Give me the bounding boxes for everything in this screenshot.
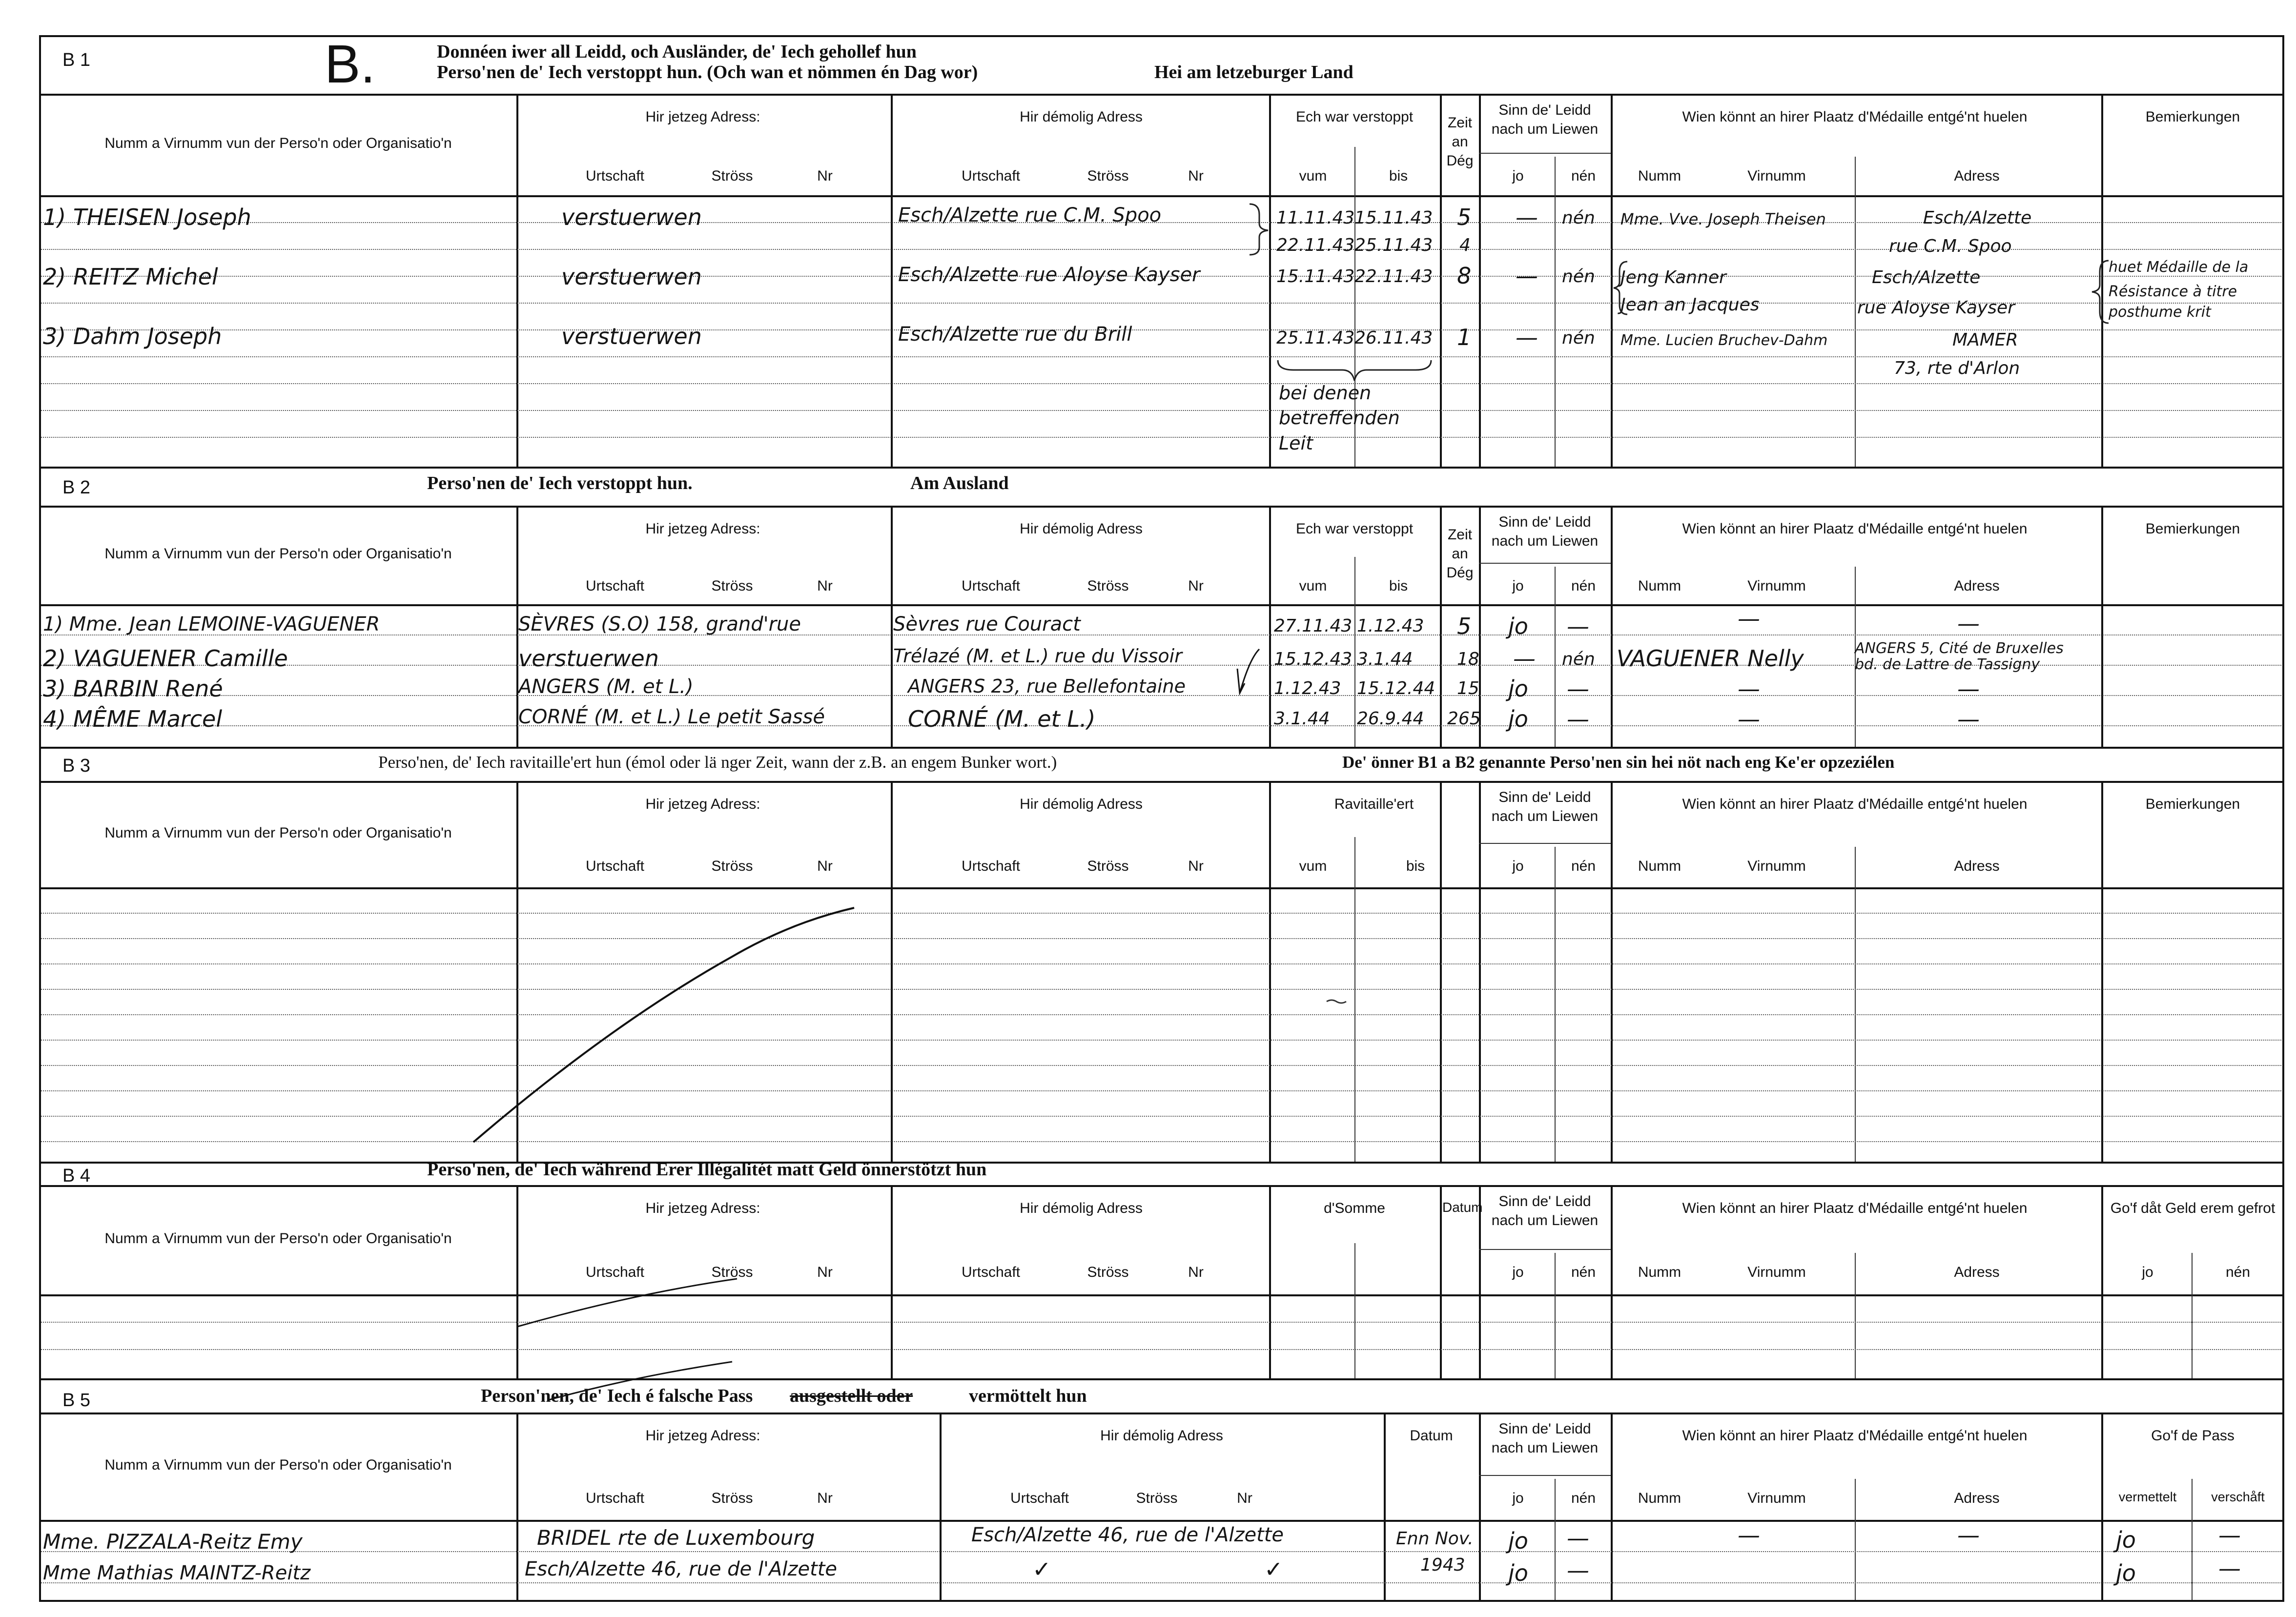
b1-h-remarks: Bemierkungen (2145, 109, 2240, 125)
b4-h-no: nén (1571, 1264, 1596, 1280)
section-b5-id: B 5 (62, 1390, 91, 1411)
b2-row2-to: 3.1.44 (1357, 649, 1413, 669)
b1-h-current: Hir jetzeg Adress: (645, 109, 760, 125)
b1-h-days: Zeit an Dég (1446, 115, 1474, 169)
b1-h-street2: Ströss (1087, 167, 1129, 184)
b2-row2-yes: — (1513, 645, 1536, 672)
b3-h-m-first: Virnumm (1747, 858, 1806, 875)
b1-row3-to: 26.11.43 (1354, 328, 1433, 348)
b2-row2-from: 15.12.43 (1274, 649, 1353, 669)
section-b3-title-right: De' önner B1 a B2 genannte Perso'nen sin hei nöt nach eng Ke'er opzeziélen (1342, 753, 1895, 772)
b3-h-yes: jo (1512, 858, 1524, 875)
b5-row2-former-2: ✓ (1264, 1556, 1283, 1582)
b2-row2-medal-name: VAGUENER Nelly (1617, 645, 1804, 672)
b5-row2-date: 1943 (1420, 1555, 1465, 1575)
b4-h-town2: Urtschaft (961, 1264, 1021, 1280)
b4-h-alive: Sinn de' Leidd nach um Liewen (1491, 1193, 1599, 1228)
b1-h-street: Ströss (711, 167, 753, 184)
b1-h-former: Hir démolig Adress (1020, 109, 1143, 125)
b3-h-current: Hir jetzeg Adress: (645, 796, 760, 812)
b4-h-town: Urtschaft (585, 1264, 645, 1280)
b2-row1-name: 1) Mme. Jean LEMOINE-VAGUENER (43, 613, 380, 635)
b5-row1-mediated: jo (2116, 1527, 2136, 1553)
b5-row2-name: Mme Mathias MAINTZ-Reitz (43, 1562, 311, 1584)
b1-h-town: Urtschaft (585, 167, 645, 184)
b3-h-town2: Urtschaft (961, 858, 1021, 875)
b2-row2-no: nén (1562, 649, 1595, 669)
b2-row1-medal-first: — (1738, 605, 1760, 632)
b1-h-no: nén (1571, 167, 1596, 184)
b2-h-former: Hir démolig Adress (1020, 521, 1143, 537)
b2-row3-to: 15.12.44 (1357, 678, 1435, 698)
b2-row3-from: 1.12.43 (1274, 678, 1341, 698)
b1-row3b-medal-addr: 73, rte d'Arlon (1894, 358, 2020, 378)
section-b1-subtitle-bold: Hei am letzeburger Land (1154, 62, 1353, 82)
b1-row3-from: 25.11.43 (1276, 328, 1355, 348)
section-b3-title: Perso'nen, de' Iech ravitaille'ert hun (émol oder lä nger Zeit, wann der z.B. an engem Bunker wort.) (378, 753, 1057, 772)
b4-h-yes2: jo (2142, 1264, 2153, 1280)
b2-row3-no: — (1567, 675, 1589, 702)
b3-h-nr2: Nr (1188, 858, 1204, 875)
b5-row2-procured: — (2218, 1555, 2241, 1581)
section-b2-title-bold: Am Ausland (910, 473, 1009, 493)
b1-row2-name: 2) REITZ Michel (43, 264, 218, 290)
b5-row1-former: Esch/Alzette 46, rue de l'Alzette (971, 1524, 1284, 1546)
section-letter: B. (325, 34, 375, 94)
b1-row2b-medal-addr: rue Aloyse Kayser (1857, 298, 2015, 318)
b4-h-yes: jo (1512, 1264, 1524, 1280)
b5-h-town2: Urtschaft (1010, 1490, 1069, 1507)
b2-h-street2: Ströss (1087, 578, 1129, 594)
b1-row1b-medal-addr: rue C.M. Spoo (1889, 236, 2012, 256)
b1-row2-current: verstuerwen (561, 264, 702, 290)
b5-row2-no: — (1567, 1557, 1589, 1583)
b5-h-street2: Ströss (1136, 1490, 1178, 1507)
b1-row1-days: 5 (1457, 204, 1472, 230)
b1-row3-former: Esch/Alzette rue du Brill (898, 323, 1132, 346)
b4-h-date: Datum (1442, 1200, 1483, 1215)
b4-h-nr2: Nr (1188, 1264, 1204, 1280)
b5-row1-medal-first: — (1738, 1522, 1760, 1548)
b5-row2-yes: jo (1508, 1560, 1528, 1586)
b2-h-remarks: Bemierkungen (2145, 521, 2240, 537)
b1-row1b-to: 25.11.43 (1354, 235, 1433, 255)
b2-h-nr: Nr (817, 578, 833, 594)
b2-row3-former: ANGERS 23, rue Bellefontaine (908, 675, 1186, 697)
b1-row1-medal-addr: Esch/Alzette (1923, 208, 2032, 228)
b1-row1-current: verstuerwen (561, 204, 702, 230)
b2-h-medal: Wien könnt an hirer Plaatz d'Médaille entgé'nt huelen (1682, 521, 2028, 537)
section-b5-title-b: vermöttelt hun (969, 1386, 1087, 1406)
b2-row3-medal-addr: — (1957, 675, 1980, 702)
b3-h-medal: Wien könnt an hirer Plaatz d'Médaille entgé'nt huelen (1682, 796, 2028, 812)
b5-row1-name: Mme. PIZZALA-Reitz Emy (43, 1530, 303, 1554)
b5-h-town: Urtschaft (585, 1490, 645, 1507)
b2-row3-current: ANGERS (M. et L.) (518, 675, 694, 698)
b5-h-former: Hir démolig Adress (1100, 1428, 1223, 1444)
b2-row4-to: 26.9.44 (1357, 709, 1424, 729)
section-b2-id: B 2 (62, 477, 91, 498)
b5-row1-current: BRIDEL rte de Luxembourg (537, 1526, 815, 1550)
b5-h-pass: Go'f de Pass (2151, 1428, 2234, 1444)
b5-row2-former: ✓ (1032, 1556, 1051, 1582)
b3-h-remarks: Bemierkungen (2145, 796, 2240, 812)
b2-row2-medal-addr: ANGERS 5, Cité de Bruxelles bd. de Lattre de Tassigny (1855, 640, 2064, 673)
b2-h-m-first: Virnumm (1747, 578, 1806, 594)
b5-h-name: Numm a Virnumm vun der Perso'n oder Organisatio'n (104, 1457, 452, 1473)
b2-row4-name: 4) MÊME Marcel (43, 706, 223, 732)
b2-row1-days: 5 (1457, 613, 1472, 639)
b1-row2-former: Esch/Alzette rue Aloyse Kayser (898, 264, 1200, 286)
b3-h-street: Ströss (711, 858, 753, 875)
b4-h-m-addr: Adress (1954, 1264, 2000, 1280)
b2-row4-current: CORNÉ (M. et L.) Le petit Sassé (518, 706, 825, 728)
b5-row2-mediated: jo (2116, 1560, 2136, 1586)
b2-row2-name: 2) VAGUENER Camille (43, 645, 288, 672)
b2-row1-current: SÈVRES (S.O) 158, grand'rue (518, 613, 801, 635)
b1-h-town2: Urtschaft (961, 167, 1021, 184)
b1-h-medal: Wien könnt an hirer Plaatz d'Médaille entgé'nt huelen (1682, 109, 2028, 125)
b1-row1-medal-name: Mme. Vve. Joseph Theisen (1620, 210, 1826, 228)
b2-row2-former: Trélazé (M. et L.) rue du Vissoir (893, 645, 1182, 667)
b2-row1-from: 27.11.43 (1274, 616, 1353, 636)
b3-h-name: Numm a Virnumm vun der Perso'n oder Organisatio'n (104, 825, 452, 841)
b3-h-m-addr: Adress (1954, 858, 2000, 875)
b1-row1b-from: 22.11.43 (1276, 235, 1355, 255)
b1-h-nr: Nr (817, 167, 833, 184)
b5-row1-medal-addr: — (1957, 1522, 1980, 1548)
b3-cancel-stroke (473, 908, 854, 1142)
b2-row4-medal-addr: — (1957, 706, 1980, 732)
b1-h-yes: jo (1512, 167, 1524, 184)
b5-row2-current: Esch/Alzette 46, rue de l'Alzette (525, 1558, 838, 1580)
b1-row2-from: 15.11.43 (1276, 266, 1355, 287)
b3-h-former: Hir démolig Adress (1020, 796, 1143, 812)
section-b1-id: B 1 (62, 50, 91, 70)
b3-h-from: vum (1299, 858, 1327, 875)
b1-row3-yes: — (1516, 324, 1538, 350)
b1-h-from: vum (1299, 167, 1327, 184)
b1-row3-no: nén (1562, 328, 1595, 348)
b2-row1-yes: jo (1508, 613, 1528, 639)
b1-row3-current: verstuerwen (561, 323, 702, 349)
b4-h-asked: Go'f dåt Geld erem gefrot (2110, 1200, 2276, 1216)
b4-h-name: Numm a Virnumm vun der Perso'n oder Organisatio'n (104, 1230, 452, 1247)
b4-cancel-stroke (517, 1279, 737, 1327)
b2-row1-to: 1.12.43 (1357, 616, 1424, 636)
b2-row3-medal-first: — (1738, 675, 1760, 702)
b4-h-street: Ströss (711, 1264, 753, 1280)
b2-h-from: vum (1299, 578, 1327, 594)
b2-row4-no: — (1567, 706, 1589, 732)
b1-row3-medal-addr: MAMER (1952, 330, 2018, 350)
section-b3-id: B 3 (62, 756, 91, 776)
b1-h-to: bis (1389, 167, 1408, 184)
b2-h-m-addr: Adress (1954, 578, 2000, 594)
b5-cancel-stroke (549, 1362, 732, 1400)
b2-h-hidden: Ech war verstoppt (1295, 521, 1414, 537)
b1-h-m-name: Numm (1638, 167, 1681, 184)
b1-remark-3: posthume krit (2109, 304, 2211, 321)
b1-note: bei denen betreffenden Leit (1279, 382, 1400, 454)
b2-row2-days: 18 (1457, 649, 1479, 669)
b1-row2b-medal-name: Jean an Jacques (1620, 295, 1760, 315)
b1-row1-name: 1) THEISEN Joseph (43, 204, 251, 230)
b2-h-current: Hir jetzeg Adress: (645, 521, 760, 537)
b5-row1-no: — (1567, 1525, 1589, 1551)
b1-h-name: Numm a Virnumm vun der Perso'n oder Organisatio'n (104, 135, 452, 151)
b2-h-to: bis (1389, 578, 1408, 594)
b3-h-street2: Ströss (1087, 858, 1129, 875)
b5-h-street: Ströss (711, 1490, 753, 1507)
b2-h-yes: jo (1512, 578, 1524, 594)
b4-h-m-name: Numm (1638, 1264, 1681, 1280)
b4-h-m-first: Virnumm (1747, 1264, 1806, 1280)
b1-row1-yes: — (1516, 204, 1538, 230)
b3-h-nr: Nr (817, 858, 833, 875)
b5-h-medal: Wien könnt an hirer Plaatz d'Médaille entgé'nt huelen (1682, 1428, 2028, 1444)
b5-h-procured: verschåft (2211, 1490, 2265, 1505)
section-b4-title: Perso'nen, de' Iech während Erer Illégalitét matt Geld önnerstötzt hun (427, 1159, 987, 1180)
section-b4-id: B 4 (62, 1166, 91, 1186)
b1-row1-from: 11.11.43 (1276, 208, 1355, 228)
b2-row1-former: Sèvres rue Couract (893, 613, 1081, 635)
b2-h-days: Zeit an Dég (1446, 527, 1474, 581)
b2-row4-days: 265 (1447, 709, 1481, 729)
b2-row2-current: verstuerwen (518, 645, 659, 672)
b2-row3-yes: jo (1508, 675, 1528, 702)
b1-remark-1: huet Médaille de la (2109, 259, 2249, 276)
b5-row1-yes: jo (1508, 1528, 1528, 1554)
b3-h-supplied: Ravitaille'ert (1334, 796, 1414, 812)
b3-h-town: Urtschaft (585, 858, 645, 875)
b1-row1-former: Esch/Alzette rue C.M. Spoo (898, 204, 1162, 226)
section-b5-title-struck: ausgestellt oder (790, 1386, 913, 1406)
b4-h-sum: d'Somme (1324, 1200, 1385, 1216)
b1-row1-to: 15.11.43 (1354, 208, 1433, 228)
b5-h-yes: jo (1512, 1490, 1524, 1507)
b2-row1-medal-addr: — (1957, 610, 1980, 636)
b2-row4-former: CORNÉ (M. et L.) (908, 706, 1096, 732)
b5-h-nr2: Nr (1237, 1490, 1252, 1507)
b2-h-town2: Urtschaft (961, 578, 1021, 594)
b5-h-alive: Sinn de' Leidd nach um Liewen (1491, 1421, 1599, 1456)
b2-h-name: Numm a Virnumm vun der Perso'n oder Organisatio'n (104, 546, 452, 562)
b1-row2-to: 22.11.43 (1354, 266, 1433, 287)
b1-row1-no: nén (1562, 208, 1595, 228)
b2-row4-yes: jo (1508, 706, 1528, 732)
b2-h-street: Ströss (711, 578, 753, 594)
b5-h-m-name: Numm (1638, 1490, 1681, 1507)
b1-row2-days: 8 (1457, 263, 1472, 289)
section-b2-title: Perso'nen de' Iech verstoppt hun. (427, 473, 693, 493)
b1-row2-medal-name: Jeng Kanner (1620, 267, 1726, 287)
b1-h-nr2: Nr (1188, 167, 1204, 184)
b2-row3-name: 3) BARBIN René (43, 675, 223, 702)
b1-row2-no: nén (1562, 266, 1595, 287)
b3-h-m-name: Numm (1638, 858, 1681, 875)
b3-h-alive: Sinn de' Leidd nach um Liewen (1491, 789, 1599, 824)
b1-row2-medal-addr: Esch/Alzette (1872, 267, 1981, 287)
b1-row2-yes: — (1516, 263, 1538, 289)
b2-h-town: Urtschaft (585, 578, 645, 594)
b2-h-no: nén (1571, 578, 1596, 594)
b5-h-date: Datum (1410, 1428, 1453, 1444)
b5-h-no: nén (1571, 1490, 1596, 1507)
section-b1-subtitle: Perso'nen de' Iech verstoppt hun. (Och wan et nömmen én Dag wor) (437, 62, 978, 82)
b1-h-m-addr: Adress (1954, 167, 2000, 184)
b1-row3-medal-name: Mme. Lucien Bruchev-Dahm (1620, 332, 1828, 349)
b2-row1-no: — (1567, 613, 1589, 639)
section-b1-title: Donnéen iwer all Leidd, och Ausländer, de' Iech gehollef hun (437, 41, 917, 62)
b4-h-former: Hir démolig Adress (1020, 1200, 1143, 1216)
b5-row1-procured: — (2218, 1522, 2241, 1548)
b1-row1b-days: 4 (1459, 235, 1471, 255)
b1-h-alive: Sinn de' Leidd nach um Liewen (1491, 102, 1599, 137)
b2-row4-medal-first: — (1738, 706, 1760, 732)
b5-h-mediated: vermettelt (2118, 1490, 2177, 1505)
b5-h-current: Hir jetzeg Adress: (645, 1428, 760, 1444)
b3-h-to: bis (1406, 858, 1425, 875)
b1-remark-2: Résistance à titre (2109, 283, 2237, 300)
b4-h-nr: Nr (817, 1264, 833, 1280)
b2-row4-from: 3.1.44 (1274, 709, 1330, 729)
b2-h-m-name: Numm (1638, 578, 1681, 594)
b5-h-nr: Nr (817, 1490, 833, 1507)
b4-h-street2: Ströss (1087, 1264, 1129, 1280)
b5-h-m-first: Virnumm (1747, 1490, 1806, 1507)
b4-h-no2: nén (2225, 1264, 2251, 1280)
b4-h-current: Hir jetzeg Adress: (645, 1200, 760, 1216)
b5-row1-date: Enn Nov. (1396, 1529, 1474, 1549)
section-b5-title-a: Person'nen, de' Iech é falsche Pass (481, 1386, 753, 1406)
b1-h-hidden: Ech war verstoppt (1295, 109, 1414, 125)
b1-h-m-first: Virnumm (1747, 167, 1806, 184)
b2-h-nr2: Nr (1188, 578, 1204, 594)
b1-row3-days: 1 (1457, 324, 1472, 350)
b4-h-medal: Wien könnt an hirer Plaatz d'Médaille entgé'nt huelen (1682, 1200, 2028, 1216)
b2-row3-days: 15 (1457, 678, 1479, 698)
b5-h-m-addr: Adress (1954, 1490, 2000, 1507)
b1-row3-name: 3) Dahm Joseph (43, 323, 222, 349)
b2-h-alive: Sinn de' Leidd nach um Liewen (1491, 514, 1599, 549)
b3-h-no: nén (1571, 858, 1596, 875)
